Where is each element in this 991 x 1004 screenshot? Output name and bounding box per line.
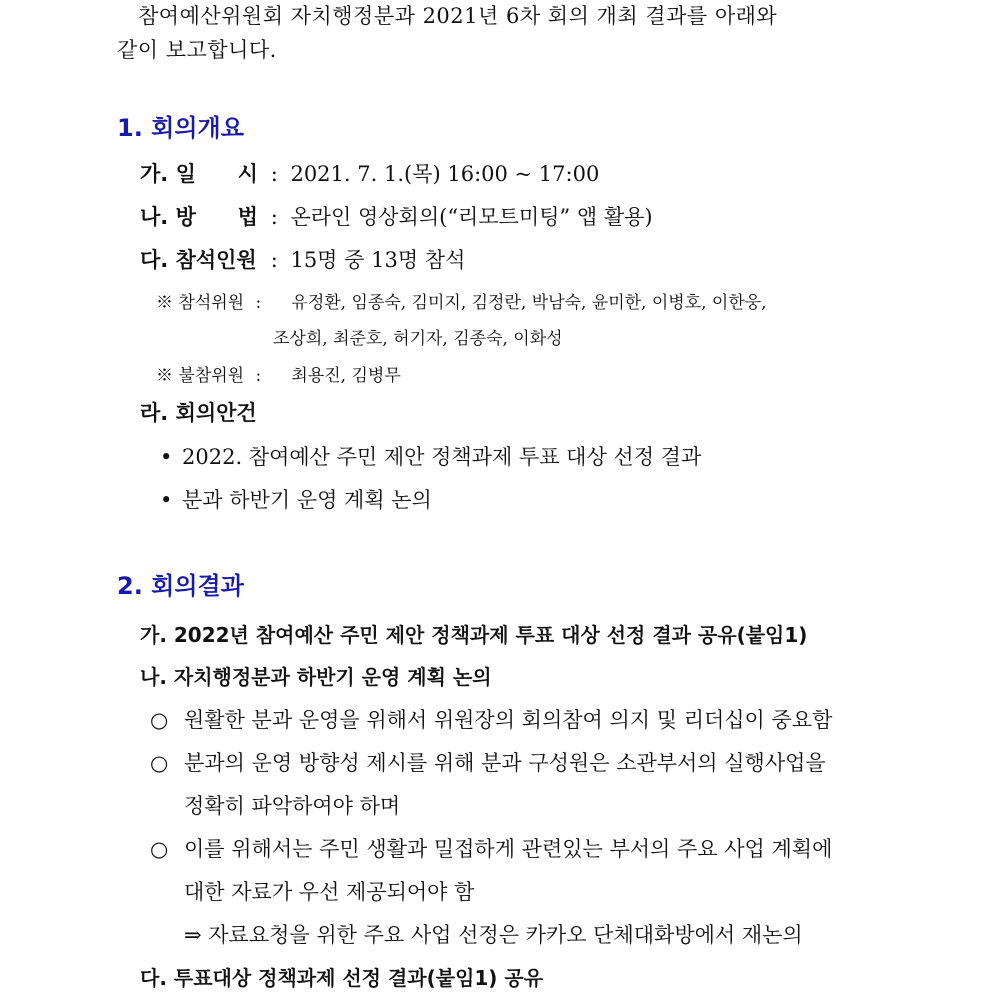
item-prefix: 나. <box>140 205 169 229</box>
attendees-list-line-1: 유정환, 임종숙, 김미지, 김정란, 박남숙, 윤미한, 이병호, 이한웅, <box>291 293 767 313</box>
bullet-icon: • <box>160 488 173 512</box>
attendees-list-line-2: 조상희, 최준호, 허기자, 김종숙, 이화성 <box>273 329 563 349</box>
attendees-row <box>156 289 767 317</box>
agenda-item-text: 분과 하반기 운영 계획 논의 <box>182 488 432 512</box>
bullet-icon: • <box>160 445 173 469</box>
agenda-item <box>160 443 701 471</box>
colon: : <box>270 248 278 272</box>
section-1-heading: 1. 회의개요 <box>117 114 244 142</box>
label-part-a: 일 <box>175 162 196 186</box>
colon: : <box>270 162 278 186</box>
absentees-label <box>156 362 286 390</box>
meeting-date-row <box>140 160 599 188</box>
agenda-label <box>140 399 257 427</box>
circle-bullet-icon: ○ <box>150 751 169 775</box>
meeting-method-label <box>140 203 258 231</box>
colon: : <box>270 205 278 229</box>
meeting-date-label <box>140 160 258 188</box>
attendance-row <box>140 246 465 274</box>
attendance-label <box>140 246 258 274</box>
meeting-method-value: 온라인 영상회의(“리모트미팅” 앱 활용) <box>290 205 653 229</box>
note-mark: ※ <box>156 366 173 386</box>
discussion-point-text: 원활한 분과 운영을 위해서 위원장의 회의참여 의지 및 리더십이 중요함 <box>184 708 833 732</box>
discussion-point <box>150 706 832 734</box>
conclusion-arrow-line: ⇒ 자료요청을 위한 주요 사업 선정은 카카오 단체대화방에서 재논의 <box>184 923 803 947</box>
discussion-point-continuation: 대한 자료가 우선 제공되어야 함 <box>184 880 475 904</box>
label-text: 참석위원 <box>178 293 245 313</box>
agenda-item <box>160 486 432 514</box>
intro-line-1: 참여예산위원회 자치행정분과 2021년 6차 회의 개최 결과를 아래와 <box>138 4 778 28</box>
item-prefix: 가. <box>140 162 169 186</box>
agenda-item-text: 2022. 참여예산 주민 제안 정책과제 투표 대상 선정 결과 <box>182 445 702 469</box>
colon: : <box>255 293 262 313</box>
item-prefix: 다. <box>140 248 169 272</box>
label-text: 불참위원 <box>178 366 245 386</box>
attendance-value: 15명 중 13명 참석 <box>290 248 466 272</box>
meeting-method-row <box>140 203 653 231</box>
discussion-point <box>150 835 832 863</box>
meeting-date-value: 2021. 7. 1.(목) 16:00 ~ 17:00 <box>290 162 600 186</box>
colon: : <box>255 366 262 386</box>
discussion-point <box>150 749 826 777</box>
discussion-point-text: 이를 위해서는 주민 생활과 밀접하게 관련있는 부서의 주요 사업 계획에 <box>184 837 833 861</box>
label-text: 회의안건 <box>175 401 257 425</box>
result-item-a: 가. 2022년 참여예산 주민 제안 정책과제 투표 대상 선정 결과 공유(붙임1) <box>140 623 808 647</box>
circle-bullet-icon: ○ <box>150 837 169 861</box>
note-mark: ※ <box>156 293 173 313</box>
absentees-value: 최용진, 김병무 <box>291 366 401 386</box>
result-item-b: 나. 자치행정분과 하반기 운영 계획 논의 <box>140 665 492 689</box>
label-text: 참석인원 <box>175 248 257 272</box>
label-part-b: 시 <box>237 162 258 186</box>
absentees-row <box>156 362 401 390</box>
label-part-a: 방 <box>175 205 196 229</box>
result-item-c: 다. 투표대상 정책과제 선정 결과(붙임1) 공유 <box>140 966 544 990</box>
circle-bullet-icon: ○ <box>150 708 169 732</box>
discussion-point-text: 분과의 운영 방향성 제시를 위해 분과 구성원은 소관부서의 실행사업을 <box>184 751 826 775</box>
discussion-point-continuation: 정확히 파악하여야 하며 <box>184 794 401 818</box>
item-prefix: 라. <box>140 401 169 425</box>
attendees-label <box>156 289 286 317</box>
intro-line-2: 같이 보고합니다. <box>117 38 277 62</box>
section-2-heading: 2. 회의결과 <box>117 572 244 600</box>
label-part-b: 법 <box>237 205 258 229</box>
